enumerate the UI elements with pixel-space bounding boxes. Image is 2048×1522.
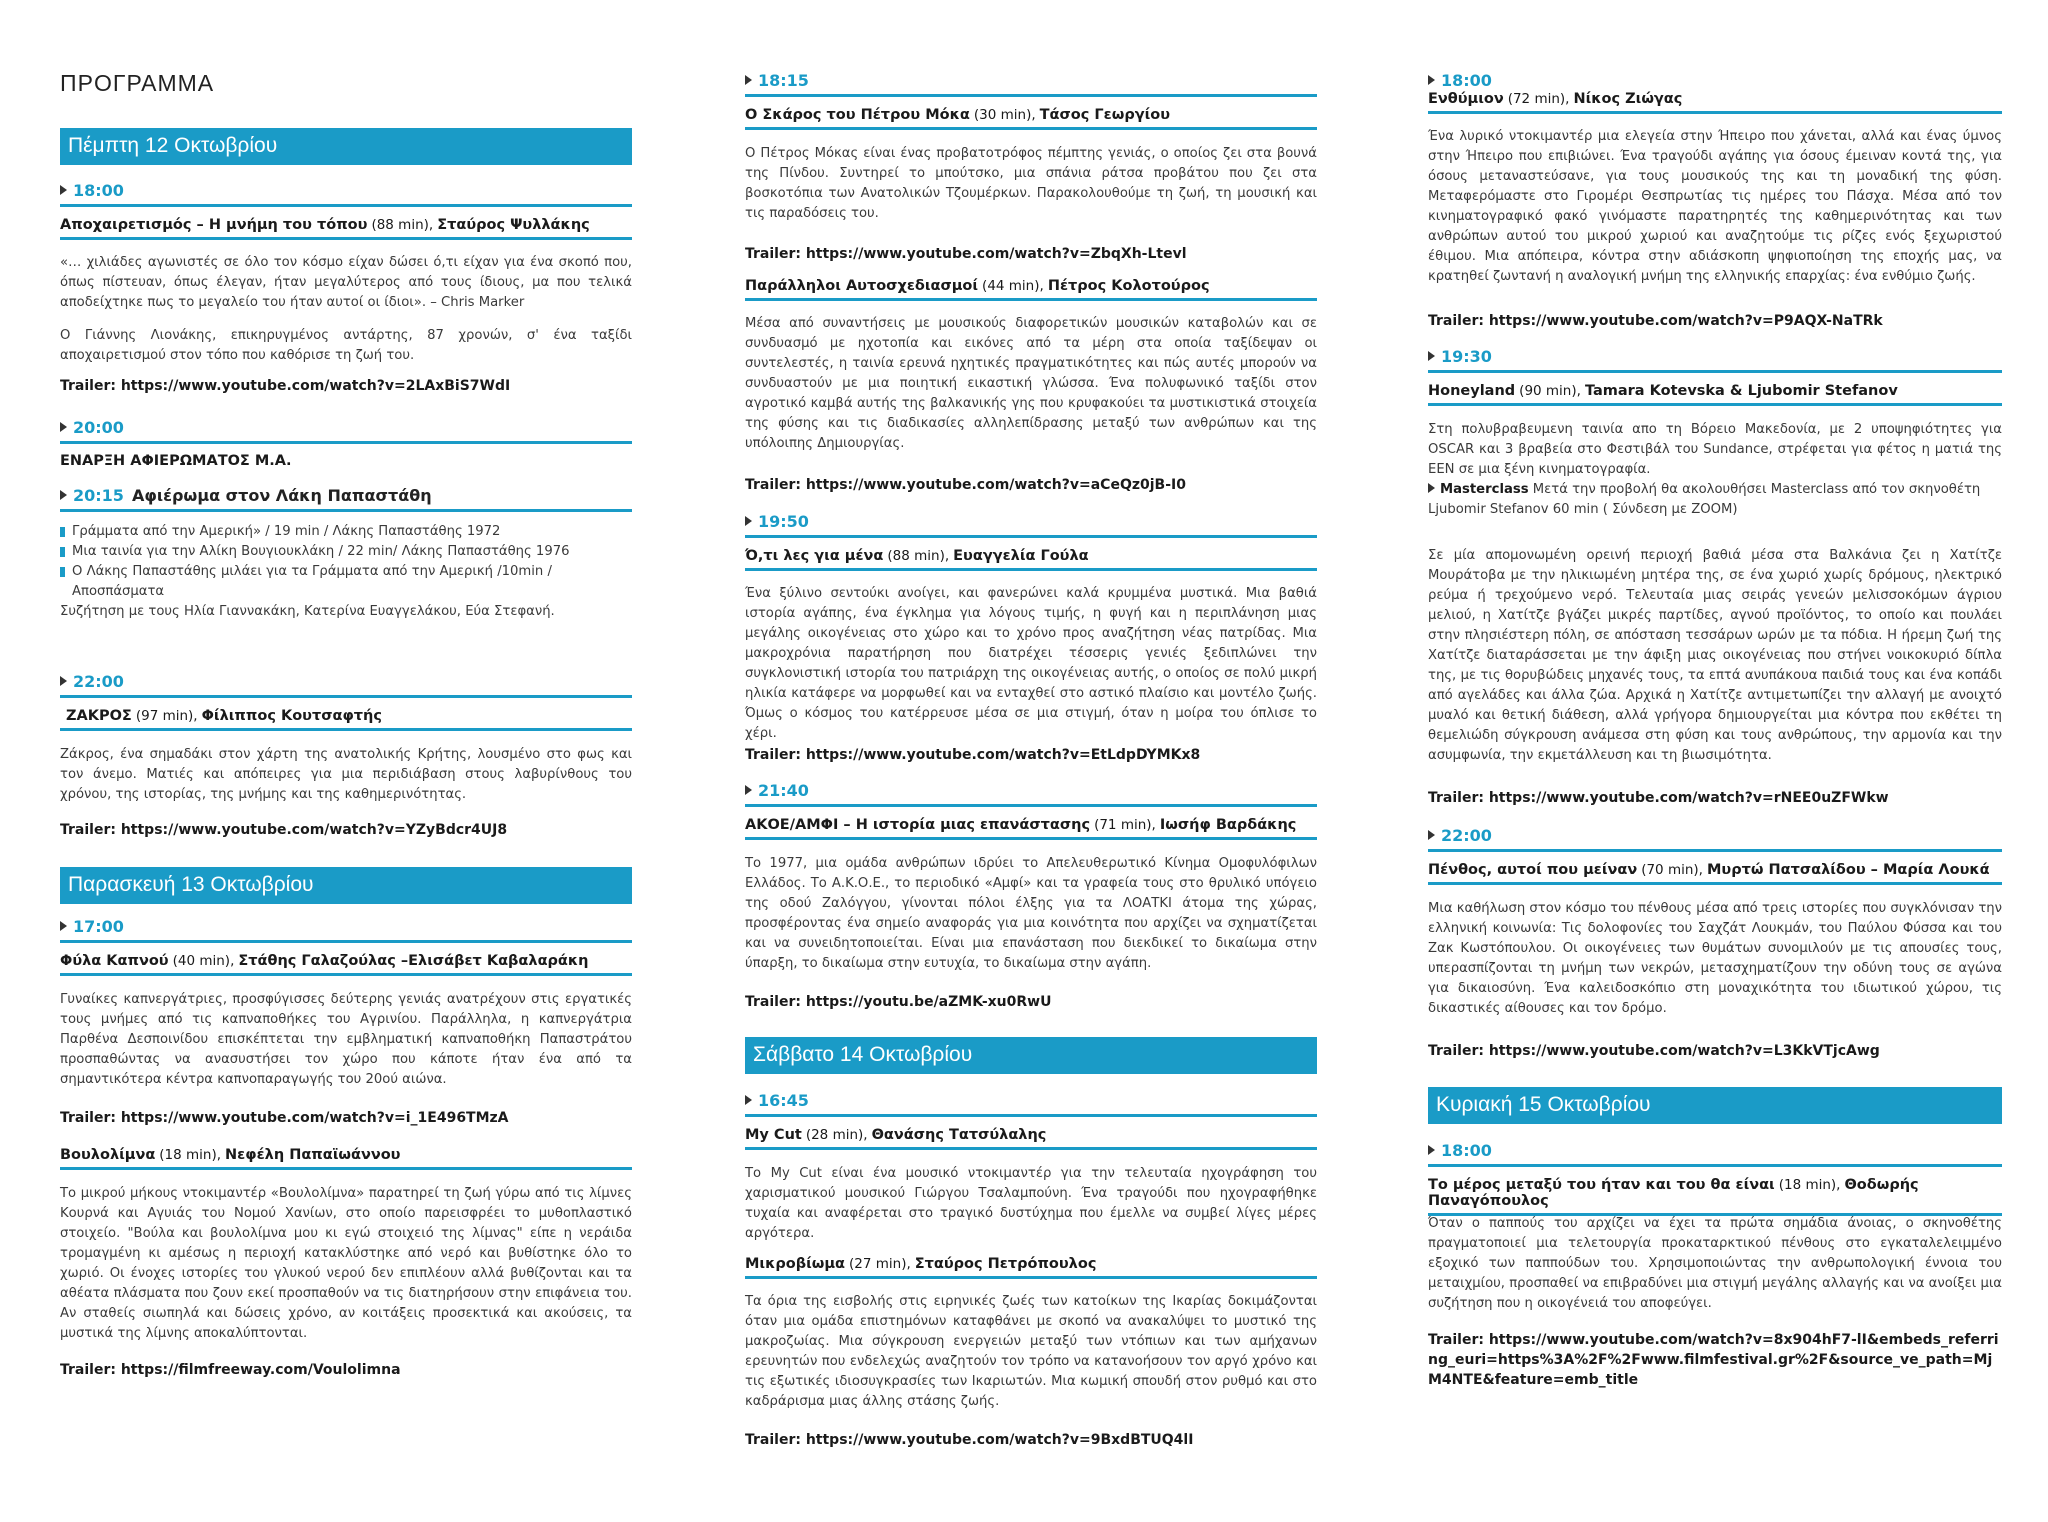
divider [1428, 849, 2002, 852]
time-label: 19:30 [1428, 347, 2002, 366]
divider [60, 1167, 632, 1170]
divider [60, 237, 632, 240]
film-title-line [745, 107, 1317, 130]
film-director: Σταύρος Πετρόπουλος [914, 1256, 1097, 1272]
time-label: 18:00 [1428, 71, 2002, 90]
divider [60, 695, 632, 698]
film-description: Το 1977, μια ομάδα ανθρώπων ιδρύει το Απελευθερωτικό Κίνημα Ομοφυλόφιλων Ελλάδος. Το Α.Κ.Ο.Ε., το περιοδικό «Αμφί» και τα γραφεία τους στο θρυλικό υπόγειο της οδού Ζαλόγγου, γίνονται πόλοι έλξης για τα ΛΟΑΤΚΙ άτομα της χώρας, προσφέροντας ένα σημείο αναφοράς για μια κοινότητα που αρχίζει να σχηματίζεται και να συνειδητοποιείται. Είναι μια επανάσταση που διεκδικεί το δικαίωμα στην ύπαρξη, το δικαίωμα στην ευτυχία, το δικαίωμα στην αγάπη. [745, 856, 1317, 971]
bullet-icon [60, 567, 65, 577]
film-director: Τάσος Γεωργίου [1039, 107, 1170, 123]
day-header-sunday: Κυριακή 15 Οκτωβρίου [1428, 1087, 2002, 1124]
trailer-link[interactable]: Trailer: https://www.youtube.com/watch?v=L3KkVTjcAwg [1428, 1043, 1880, 1059]
film-duration: (27 min), [849, 1256, 911, 1272]
divider [745, 298, 1317, 301]
film-director: Ιωσήφ Βαρδάκης [1159, 817, 1297, 833]
divider [60, 973, 632, 976]
triangle-right-icon [60, 422, 67, 432]
triangle-right-icon [745, 516, 752, 526]
film-description: Σε μία απομονωμένη ορεινή περιοχή βαθιά μέσα στα Βαλκάνια ζει η Χατίτζε Μουράτοβα με την ηλικιωμένη μητέρα της, σε ένα χωριό χωρίς δρόμους, ηλεκτρικό ρεύμα ή τρεχούμενο νερό. Τελευταία μιας σειράς γενεών μελισσοκόμων άγριου μελιού, η Χατίτζε βγάζει μικρές παρτίδες, αγνού προϊόντος, το οποίο και πουλάει στην πλησιέστερη πόλη, σε απόσταση τεσσάρων ωρών με τα πόδια. Η ήρεμη ζωή της Χατίτζε διαταράσσεται με την άφιξη μιας οικογένειας που στήνει νοικοκυριό δίπλα της, με τις θορυβώδεις μηχανές τους, τα επτά ανυπάκουα παιδιά τους και ένα κοπάδι από αγελάδες και άλλα ζώα. Αρχικά η Χατίτζε αντιμετωπίζει την αλλαγή με ανοιχτό μυαλό και θετική διάθεση, αλλά γρήγορα δημιουργείται μια κόντρα που εκθέτει τη θεμελιώδη σύγκρουση ανάμεσα στη φύση και τους ανθρώπους, την αρμονία και την ασυμφωνία, την εκμετάλλευση και τη βιωσιμότητα. [1428, 548, 2002, 763]
triangle-right-icon [1428, 483, 1435, 493]
trailer-link[interactable]: Trailer: https://filmfreeway.com/Voulolimna [60, 1362, 401, 1378]
film-title: Ο Σκάρος του Πέτρου Μόκα [745, 107, 970, 123]
film-title: ΑΚΟΕ/ΑΜΦΙ – Η ιστορία μιας επανάστασης [745, 817, 1091, 833]
film-title-line [1428, 91, 2002, 114]
list-item: Μια ταινία για την Αλίκη Βουγιουκλάκη / 22 min/ Λάκης Παπαστάθης 1976 [60, 542, 632, 562]
film-duration: (28 min), [805, 1127, 868, 1143]
film-title-line [745, 1127, 1317, 1150]
trailer-link[interactable]: Trailer: https://www.youtube.com/watch?v=P9AQX-NaTRk [1428, 313, 1883, 329]
divider [60, 728, 632, 731]
film-title-line [60, 1147, 632, 1170]
page-title: ΠΡΟΓΡΑΜΜΑ [60, 70, 215, 96]
film-duration: (90 min), [1519, 383, 1581, 399]
film-director: Σταύρος Ψυλλάκης [437, 217, 590, 233]
triangle-right-icon [745, 75, 752, 85]
divider [745, 1147, 1317, 1150]
film-duration: (18 min), [1778, 1177, 1841, 1193]
triangle-right-icon [745, 1095, 752, 1105]
film-description: Μέσα από συναντήσεις με μουσικούς διαφορετικών μουσικών καταβολών και σε συνδυασμό με ηχοτοπία και εικόνες από τα μέρη στα οποία ταξίδεψαν οι συντελεστές, η ταινία ερευνά ηχητικές πραγματικότητες και πώς αυτές μπορούν να συνδυαστούν με μια ποιητική εικαστική γλώσσα. Ένα πολυφωνικό ταξίδι στον αγροτικό καμβά αυτής της βαλκανικής γης που κρυφακούει τα μυστικιστικά στοιχεία της φύσης και τις διαδικασίες αλληλεπίδρασης μεταξύ των ανθρώπων και της υπόλοιπης Δημιουργίας. [745, 316, 1317, 451]
film-director: Θοδωρής Παναγόπουλος [1428, 1177, 1919, 1209]
film-duration: (18 min), [159, 1147, 222, 1163]
film-director: Tamara Kotevska & Ljubomir Stefanov [1584, 383, 1898, 399]
screening-block [60, 917, 632, 943]
triangle-right-icon [60, 185, 67, 195]
screening-block [1428, 826, 2002, 852]
trailer-link[interactable]: Trailer: https://youtu.be/aZMK-xu0RwU [745, 994, 1052, 1010]
trailer-link[interactable]: Trailer: https://www.youtube.com/watch?v=i_1E496TMzA [60, 1110, 509, 1126]
divider [1428, 370, 2002, 373]
film-description: Μια καθήλωση στον κόσμο του πένθους μέσα από τρεις ιστορίες που συγκλόνισαν την ελληνική κοινωνία: Τις δολοφονίες του Σαχζάτ Λουκμάν, του Παύλου Φύσσα και του Ζακ Κωστόπουλου. Οι οικογένειες των θυμάτων συνομιλούν με τις απουσίες τους, υπερασπίζονται τη μνήμη των νεκρών, μετασχηματίζουν την οδύνη τους σε αγώνα για δικαιοσύνη. Ένα καλειδοσκόπιο στη μοναχικότητα του ιδιωτικού χώρου, τις δικαστικές αίθουσες και τον δρόμο. [1428, 901, 2002, 1016]
film-title: My Cut [745, 1127, 802, 1143]
divider [1428, 111, 2002, 114]
film-title: Παράλληλοι Αυτοσχεδιασμοί [745, 278, 979, 294]
divider [745, 94, 1317, 97]
film-duration: (44 min), [982, 278, 1044, 294]
film-description: «… χιλιάδες αγωνιστές σε όλο τον κόσμο είχαν δώσει ό,τι είχαν για ένα σκοπό που, όπως πίστευαν, όπως έλεγαν, ήταν μεγαλύτερος από τους ίδιους, μα που τελικά αποδείχτηκε πως το μεγαλείο του ήταν αυτοί οι ίδιοι». – Chris Marker [60, 255, 632, 310]
film-title: Φύλα Καπνού [60, 953, 169, 969]
film-duration: (88 min), [371, 217, 434, 233]
bullet-icon [60, 547, 65, 557]
film-description: Στη πολυβραβευμενη ταινία απο τη Βόρειο Μακεδονία, με 2 υποψηφιότητες για OSCAR και 3 βραβεία στο Φεστιβάλ του Sundance, στρέφεται για φέτος η ματιά της ΕΕΝ σε μια ξένη κινηματογραφία. [1428, 422, 2002, 477]
time-label: 17:00 [60, 917, 632, 936]
film-title-line [1428, 862, 2002, 885]
screening-block [1428, 347, 2002, 373]
film-description: Ένα λυρικό ντοκιμαντέρ μια ελεγεία στην Ήπειρο που χάνεται, αλλά και ένας ύμνος στην Ήπειρο που επιβιώνει. Ένα τραγούδι αγάπης για όσους έμειναν κοντά της, για όσους μεταναστεύσανε, για τους μουσικούς της και τη μοναδική της φύση. Μεταφερόμαστε στο Γιρομέρι Θεσπρωτίας τις ημέρες του Πάσχα. Μέσα από τον κινηματογραφικό φακό γινόμαστε παρατηρητές της καθημερινότητας και των ανθρώπων αυτού του μικρού χωριού και αναζητούμε τις ρίζες ενός ξεχωριστού έθιμου. Μια απόπειρα, κόντρα στην αδιάσκοπη ψηφιοποίηση της εποχής μας, να κρατηθεί ζωντανή η αναλογική μνήμη της ελληνικής επαρχίας: ένα ενθύμιο ζωής. [1428, 129, 2002, 284]
discussion-note: Συζήτηση με τους Ηλία Γιαννακάκη, Κατερίνα Ευαγγελάκου, Εύα Στεφανή. [60, 604, 555, 619]
list-item: Γράμματα από την Αμερική» / 19 min / Λάκης Παπαστάθης 1972 [60, 522, 632, 542]
time-label: 19:50 [745, 512, 1317, 531]
divider [1428, 403, 2002, 406]
film-title-line [745, 817, 1317, 840]
trailer-link[interactable]: Trailer: https://www.youtube.com/watch?v=8x904hF7-lI&embeds_referring_euri=https%3A%2F%2Fwww.filmfestival.gr%2F&source_ve_path=MjM4NTE&feature=emb_title [1428, 1332, 1999, 1388]
film-director: Θανάσης Τατσύλαλης [871, 1127, 1047, 1143]
film-title-line [60, 708, 632, 731]
film-title: Το μέρος μεταξύ του ήταν και του θα είναι [1428, 1177, 1775, 1193]
film-description: Όταν ο παππούς του αρχίζει να έχει τα πρώτα σημάδια άνοιας, ο σκηνοθέτης πραγματοποιεί μια τελετουργία προκαταρκτικού πένθους στο εγκαταλελειμμένο εξοχικό των παππούδων του. Χρησιμοποιώντας την ανθρωπολογική έννοια του μεταιχμίου, προσπαθεί να επιβραδύνει μια στιγμή μεγάλης αλλαγής και να ανοίξει μια συζήτηση που η οικογένειά του αποφεύγει. [1428, 1216, 2002, 1311]
film-title: Βουλολίμνα [60, 1147, 156, 1163]
time-label: 22:00 [60, 672, 632, 691]
film-description: Ένα ξύλινο σεντούκι ανοίγει, και φανερώνει καλά κρυμμένα μυστικά. Μια βαθιά ιστορία αγάπης, ένα έγκλημα για λόγους τιμής, η φυγή και η περιπλάνηση μιας μεγάλης οικογένειας στο χώρο και το χρόνο προς αναζήτηση νέας πατρίδας. Μια μακροχρόνια παρατήρηση που διατρέχει τέσσερις γενιές ξεδιπλώνει την συγκλονιστική ιστορία του πατριάρχη της οικογένειας αυτής, ο οποίος σε πολύ μικρή ηλικία κατάφερε να μορφωθεί και να ενταχθεί στο αστικό πλαίσιο και μοντέλο ζωής. Όμως ο κόσμος του κατέρρευσε μέσα σε μια στιγμή, όταν η μοίρα του όπλισε το χέρι. [745, 586, 1317, 741]
triangle-right-icon [60, 676, 67, 686]
film-title: Πένθος, αυτοί που μείναν [1428, 862, 1638, 878]
triangle-right-icon [1428, 1145, 1435, 1155]
time-label: 20:15 Αφιέρωμα στον Λάκη Παπαστάθη [60, 486, 632, 505]
film-duration: (72 min), [1507, 91, 1570, 107]
film-description: Ο Γιάννης Λιονάκης, επικηρυγμένος αντάρτης, 87 χρονών, σ' ένα ταξίδι αποχαιρετισμού στον τόπο που καθόρισε τη ζωή του. [60, 328, 632, 363]
film-duration: (70 min), [1641, 862, 1703, 878]
film-duration: (40 min), [172, 953, 235, 969]
screening-block [1428, 1141, 2002, 1167]
day-header-thursday: Πέμπτη 12 Οκτωβρίου [60, 128, 632, 165]
film-title-line [745, 1256, 1317, 1279]
film-title-line [1428, 383, 2002, 406]
screening-block [1428, 71, 2002, 90]
masterclass-text: Μετά την προβολή θα ακολουθήσει Masterclass από τον σκηνοθέτη Ljubomir Stefanov 60 min ( Σύνδεση με ZOOM) [1428, 482, 1981, 517]
divider [60, 441, 632, 444]
film-description: Γυναίκες καπνεργάτριες, προσφύγισσες δεύτερης γενιάς ανατρέχουν στις εργατικές τους μνήμες από τις καπναποθήκες του Αγρινίου. Παράλληλα, η καπνεργάτρια Παρθένα Δεσποινίδου επισκέπτεται την εμβληματική καπναποθήκη Παπαστράτου προσπαθώντας να ανασυστήσει τον χώρο που κάποτε ήταν ένα από τα σημαντικότερα κέντρα καπνοπαραγωγής του 20ού αιώνα. [60, 992, 632, 1087]
film-title-line [60, 953, 632, 976]
divider [745, 837, 1317, 840]
film-title-line [1428, 1177, 2002, 1216]
triangle-right-icon [1428, 351, 1435, 361]
tribute-title: Αφιέρωμα στον Λάκη Παπαστάθη [131, 486, 432, 505]
divider [745, 1276, 1317, 1279]
time-label: 18:15 [745, 71, 1317, 90]
film-description: Το μικρού μήκους ντοκιμαντέρ «Βουλολίμνα» παρατηρεί τη ζωή γύρω από τις λίμνες Κουρνά και Αγυιάς του Νομού Χανίων, στο οποίο παρεισφρέει το μυθοπλαστικό στοιχείο. "Βούλα και βουλολίμνα μου κι εγώ στοιχειό της λίμνας" είπε η νεράιδα τρομαγμένη κι αμέσως η περιοχή κατακλύστηκε από νερό και βυθίστηκε όλο το χωριό. Οι ένοχες ιστορίες του γλυκού νερού δεν επιπλέουν αλλά βυθίζονται και τα αθέατα πλάσματα που ζουν εκεί προσπαθούν να τις διατηρήσουν στην επιφάνεια του. Αν σταθείς σιωπηλά και δώσεις χρόνο, αν κοιτάξεις προσεκτικά και ακούσεις, τα μυστικά της λίμνης αποκαλύπτονται. [60, 1186, 632, 1341]
tribute-list [60, 522, 632, 622]
list-item: Ο Λάκης Παπαστάθης μιλάει για τα Γράμματα από την Αμερική /10min / Αποσπάσματα [60, 562, 632, 602]
film-title: Ενθύμιον [1428, 91, 1504, 107]
time-label: 20:00 [60, 418, 632, 437]
time-label: 22:00 [1428, 826, 2002, 845]
screening-block [745, 512, 1317, 538]
time-label: 21:40 [745, 781, 1317, 800]
day-header-saturday: Σάββατο 14 Οκτωβρίου [745, 1037, 1317, 1074]
screening-block [745, 1091, 1317, 1117]
film-title-line [745, 278, 1317, 301]
trailer-link[interactable]: Trailer: https://www.youtube.com/watch?v=rNEE0uZFWkw [1428, 790, 1889, 806]
divider [745, 1114, 1317, 1117]
film-description: Ζάκρος, ένα σημαδάκι στον χάρτη της ανατολικής Κρήτης, λουσμένο στο φως και τον άνεμο. Ματιές και απόπειρες για μια περιδιάβαση στους λαβυρίνθους του χρόνου, της ιστορίας, της μνήμης και της καθημερινότητας. [60, 747, 632, 802]
film-duration: (71 min), [1094, 817, 1156, 833]
triangle-right-icon [1428, 830, 1435, 840]
film-duration: (97 min), [135, 708, 198, 724]
divider [1428, 882, 2002, 885]
screening-block [60, 181, 632, 207]
film-title-line [60, 217, 632, 240]
film-director: Νίκος Ζιώγας [1573, 91, 1683, 107]
bullet-icon [60, 527, 65, 537]
divider [60, 509, 632, 512]
film-description: Τα όρια της εισβολής στις ειρηνικές ζωές των κατοίκων της Ικαρίας δοκιμάζονται όταν μια ομάδα επιστημόνων καταφθάνει με σκοπό να ανακαλύψει το μυστικό της μακροζωίας. Μια σύγκρουση ενεργειών μεταξύ των ντόπιων και των αμήχανων ερευνητών που ενδελεχώς αναζητούν τον τρόπο να κατανοήσουν τον αργό χρόνο και τις εξωτικές ιδιοσυγκρασίες των Ικαριωτών. Μια κωμική σπουδή στον ρυθμό και στο καδράρισμα μιας άλλης στάσης ζωής. [745, 1294, 1317, 1409]
time-label: 16:45 [745, 1091, 1317, 1110]
opening-title: ΕΝΑΡΞΗ ΑΦΙΕΡΩΜΑΤΟΣ Μ.Α. [60, 453, 292, 469]
film-title-line [745, 548, 1317, 571]
film-title: Αποχαιρετισμός – Η μνήμη του τόπου [60, 217, 368, 233]
divider [745, 127, 1317, 130]
film-title: Honeyland [1428, 383, 1516, 399]
film-title: Ό,τι λες για μένα [745, 548, 884, 564]
divider [745, 804, 1317, 807]
triangle-right-icon [60, 490, 67, 500]
film-title: Μικροβίωμα [745, 1256, 845, 1272]
trailer-link[interactable]: Trailer: https://www.youtube.com/watch?v=ZbqXh-Ltevl [745, 246, 1187, 262]
trailer-link[interactable]: Trailer: https://www.youtube.com/watch?v=9BxdBTUQ4lI [745, 1432, 1194, 1448]
film-director: Φίλιππος Κουτσαφτής [201, 708, 382, 724]
film-title: ΖΑΚΡΟΣ [66, 708, 132, 724]
masterclass-note [1428, 480, 2002, 520]
film-director: Μυρτώ Πατσαλίδου – Μαρία Λουκά [1706, 862, 1990, 878]
film-director: Νεφέλη Παπαϊωάννου [225, 1147, 401, 1163]
trailer-link[interactable]: Trailer: https://www.youtube.com/watch?v=aCeQz0jB-I0 [745, 477, 1186, 493]
film-director: Στάθης Γαλαζούλας –Ελισάβετ Καβαλαράκη [238, 953, 589, 969]
film-director: Ευαγγελία Γούλα [953, 548, 1089, 564]
trailer-link[interactable]: Trailer: https://www.youtube.com/watch?v=2LAxBiS7WdI [60, 378, 511, 394]
film-duration: (88 min), [887, 548, 950, 564]
divider [1428, 1164, 2002, 1167]
divider [60, 940, 632, 943]
masterclass-label: Masterclass [1440, 482, 1529, 497]
time-label: 18:00 [1428, 1141, 2002, 1160]
day-header-friday: Παρασκευή 13 Οκτωβρίου [60, 867, 632, 904]
divider [60, 204, 632, 207]
screening-block [745, 781, 1317, 807]
film-description: Ο Πέτρος Μόκας είναι ένας προβατοτρόφος πέμπτης γενιάς, ο οποίος ζει στα βουνά της Πίνδου. Συντηρεί το μπούτσκο, μια σπάνια ράτσα προβάτου που ζει στα βοσκοτόπια των Ανατολικών Τζουμέρκων. Παρακολουθούμε τη ζωή, τη μουσική και τις παραδόσεις του. [745, 146, 1317, 221]
trailer-link[interactable]: Trailer: https://www.youtube.com/watch?v=YZyBdcr4UJ8 [60, 822, 508, 838]
screening-block [745, 71, 1317, 97]
film-director: Πέτρος Κολοτούρος [1047, 278, 1210, 294]
triangle-right-icon [60, 921, 67, 931]
screening-block [60, 418, 632, 444]
screening-block [60, 672, 632, 698]
time-label: 18:00 [60, 181, 632, 200]
tribute-block [60, 486, 632, 512]
film-description: Το My Cut είναι ένα μουσικό ντοκιμαντέρ για την τελευταία ηχογράφηση του χαρισματικού μουσικού Γιώργου Τσαλαμπούνη. Ένα τραγούδι που ηχογραφήθηκε τυχαία και αναφέρεται στο τραγικό δυστύχημα που έμελλε να συμβεί λίγες μέρες αργότερα. [745, 1166, 1317, 1241]
trailer-link[interactable]: Trailer: https://www.youtube.com/watch?v=EtLdpDYMKx8 [745, 747, 1201, 763]
triangle-right-icon [1428, 75, 1435, 85]
divider [745, 568, 1317, 571]
divider [745, 535, 1317, 538]
triangle-right-icon [745, 785, 752, 795]
film-duration: (30 min), [973, 107, 1036, 123]
